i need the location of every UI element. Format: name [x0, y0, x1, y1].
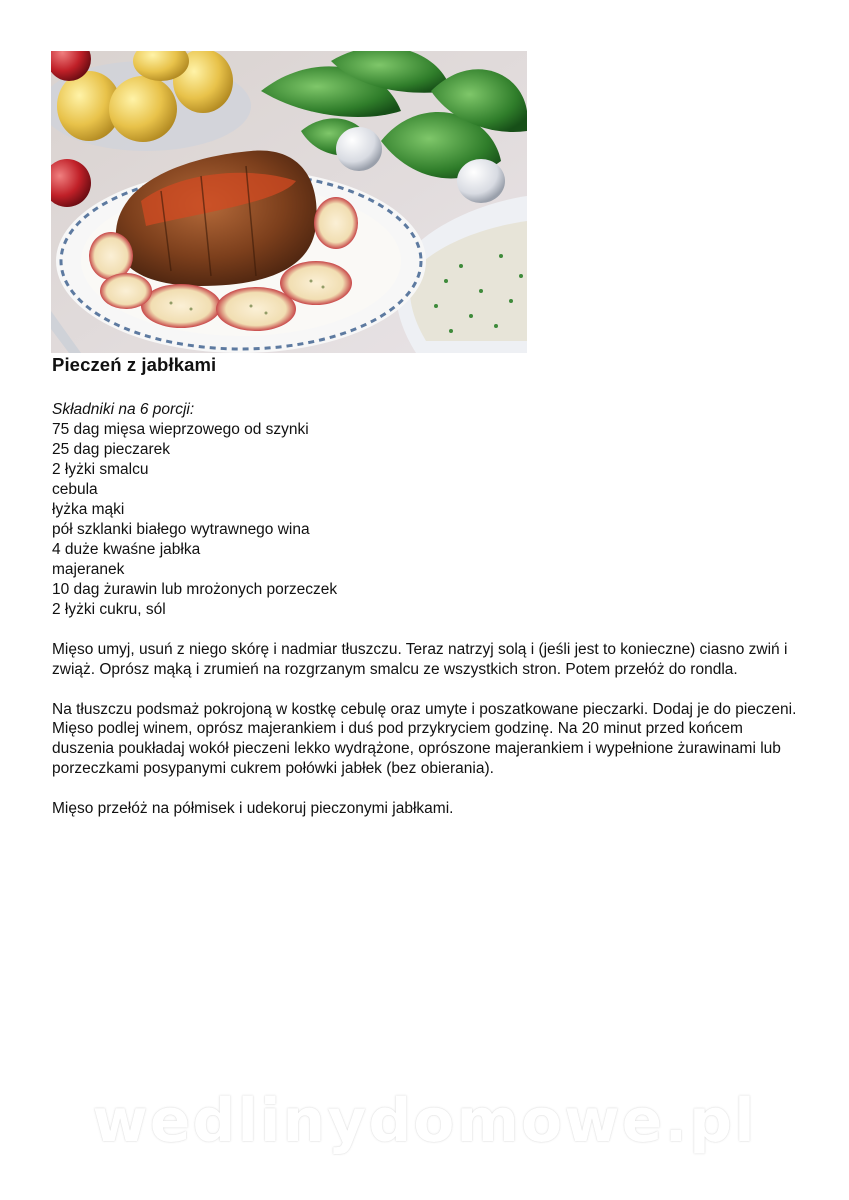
ingredient-item: 25 dag pieczarek	[52, 441, 171, 458]
step-paragraph: Na tłuszczu podsmaż pokrojoną w kostkę cebulę oraz umyte i poszatkowane pieczarki. Dodaj je do pieczeni. Mięso podlej winem, oprósz majerankiem i duś pod przykryciem godzinę. Na 20 minut przed końcem duszenia poukładaj wokół pieczeni lekko wydrążone, oprószone majerankiem i wypełnione żurawinami lub porzeczkami posypanymi cukrem połówki jabłek (bez obierania).	[52, 700, 797, 777]
ingredient-item: majeranek	[52, 561, 125, 578]
ingredient-item: 75 dag mięsa wieprzowego od szynki	[52, 421, 309, 438]
recipe-title: Pieczeń z jabłkami	[52, 354, 217, 375]
ingredient-item: łyżka mąki	[52, 501, 125, 518]
recipe-photo	[51, 51, 527, 353]
ingredient-item: 10 dag żurawin lub mrożonych porzeczek	[52, 581, 338, 598]
ingredient-item: 2 łyżki smalcu	[52, 461, 149, 478]
ingredient-item: cebula	[52, 481, 98, 498]
ingredient-item: 4 duże kwaśne jabłka	[52, 541, 201, 558]
step-paragraph: Mięso umyj, usuń z niego skórę i nadmiar tłuszczu. Teraz natrzyj solą i (jeśli jest to konieczne) ciasno zwiń i zwiąż. Oprósz mąką i zrumień na rozgrzanym smalcu ze wszystkich stron. Potem przełóż do rondla.	[52, 641, 788, 678]
ingredient-item: 2 łyżki cukru, sól	[52, 601, 166, 618]
recipe-content	[52, 352, 802, 819]
step-paragraph: Mięso przełóż na półmisek i udekoruj pieczonymi jabłkami.	[52, 799, 454, 817]
ingredient-item: pół szklanki białego wytrawnego wina	[52, 521, 310, 538]
ingredients-section	[52, 400, 802, 620]
ingredients-lead: Składniki na 6 porcji:	[52, 401, 195, 418]
site-watermark: wedlinydomowe.pl	[92, 1086, 757, 1156]
ingredients-list	[52, 420, 802, 620]
